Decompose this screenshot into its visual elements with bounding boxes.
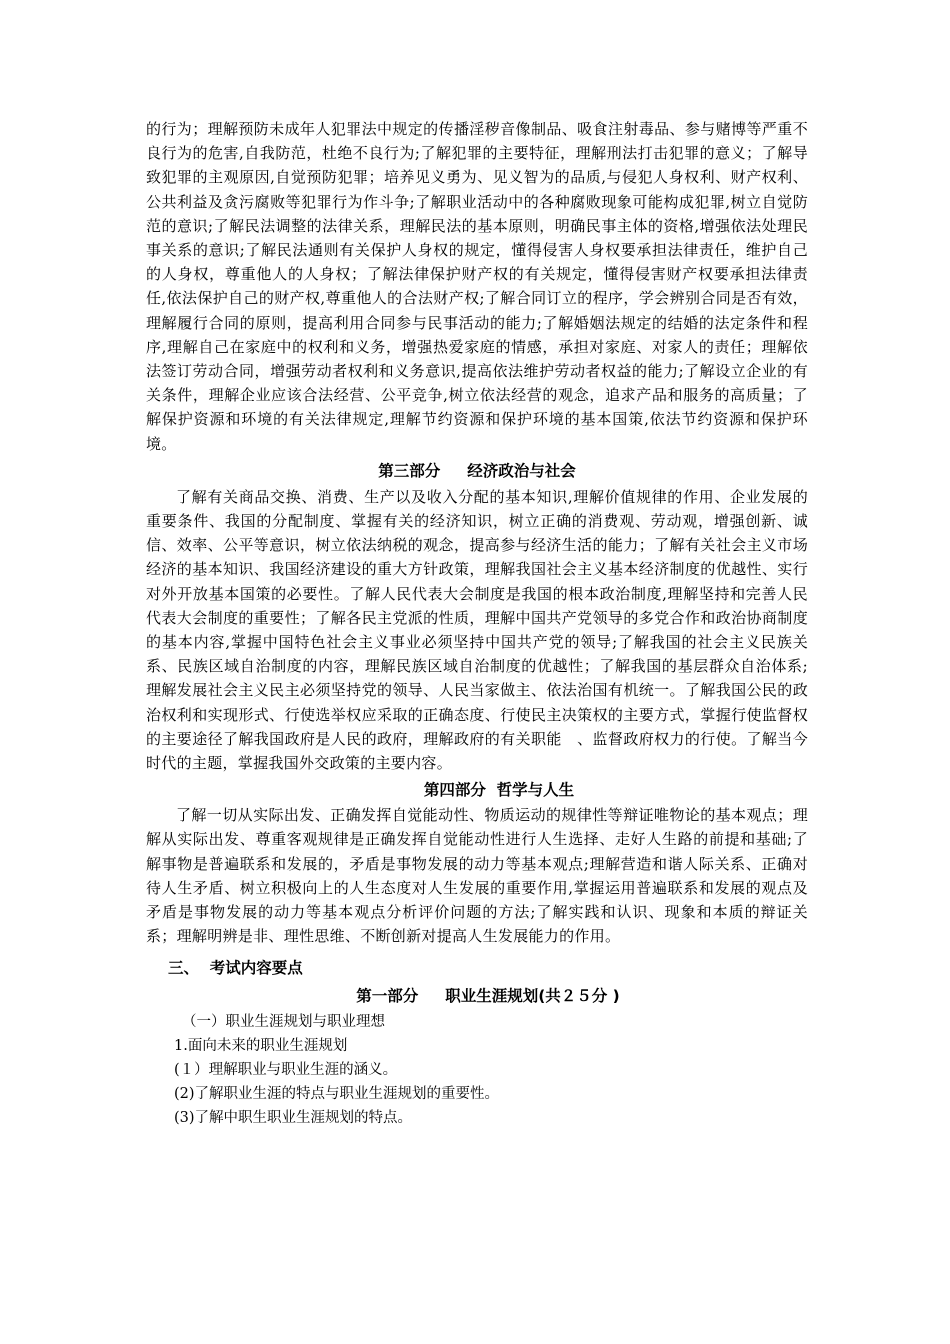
part4-paragraph: 了解一切从实际出发、正确发挥自觉能动性、物质运动的规律性等辩证唯物论的基本观点；理解从实际出发、尊重客观规律是正确发挥自觉能动性进行人生选择、走好人生路的前提和基础;了解事物是普遍联系和发展的，矛盾是事物发展的动力等基本观点;理解营造和谐人际关系、正确对待人生矛盾、树立积极向上的人生态度对人生发展的重要作用,掌握运用普遍联系和发展的观点及矛盾是事物发展的动力等基本观点分析评价问题的方法;了解实践和认识、现象和本质的辩证关系；理解明辨是非、理性思维、不断创新对提高人生发展能力的作用。 xyxy=(146,806,808,946)
part1-point: (2)了解职业生涯的特点与职业生涯规划的重要性。 xyxy=(174,1085,500,1102)
intro-paragraph: 的行为；理解预防未成年人犯罪法中规定的传播淫秽音像制品、吸食注射毒品、参与赌博等严重不良行为的危害,自我防范，杜绝不良行为;了解犯罪的主要特征，理解刑法打击犯罪的意义；了解导致犯罪的主观原因,自觉预防犯罪；培养见义勇为、见义智为的品质,与侵犯人身权利、财产权利、公共利益及贪污腐败等犯罪行为作斗争;了解职业活动中的各种腐败现象可能构成犯罪,树立自觉防范的意识;了解民法调整的法律关系，理解民法的基本原则，明确民事主体的资格,增强依法处理民事关系的意识;了解民法通则有关保护人身权的规定，懂得侵害人身权要承担法律责任，维护自己的人身权，尊重他人的人身权；了解法律保护财产权的有关规定，懂得侵害财产权要承担法律责任,依法保护自己的财产权,尊重他人的合法财产权;了解合同订立的程序，学会辨别合同是否有效，理解履行合同的原则，提高利用合同参与民事活动的能力;了解婚姻法规定的结婚的法定条件和程序,理解自己在家庭中的权利和义务，增强热爱家庭的情感，承担对家庭、对家人的责任；理解依法签订劳动合同，增强劳动者权利和义务意识,提高依法维护劳动者权益的能力;了解设立企业的有关条件，理解企业应该合法经营、公平竞争,树立依法经营的观念，追求产品和服务的高质量；了解保护资源和环境的有关法律规定,理解节约资源和保护环境的基本国策,依法节约资源和保护环境。 xyxy=(146,120,808,453)
part1-item-1: 1.面向未来的职业生涯规划 xyxy=(174,1037,348,1054)
part1-point: (3)了解中职生职业生涯规划的特点。 xyxy=(174,1109,413,1126)
part1-point: (１）理解职业与职业生涯的涵义。 xyxy=(174,1061,398,1078)
part1-sub-heading: （一）职业生涯规划与职业理想 xyxy=(182,1013,385,1030)
part3-heading: 第三部分 经济政治与社会 xyxy=(378,461,576,480)
part3-paragraph: 了解有关商品交换、消费、生产以及收入分配的基本知识,理解价值规律的作用、企业发展的重要条件、我国的分配制度、掌握有关的经济知识，树立正确的消费观、劳动观，增强创新、诚信、效率、公平等意识，树立依法纳税的观念，提高参与经济生活的能力；了解有关社会主义市场经济的基本知识、我国经济建设的重大方针政策，理解我国社会主义基本经济制度的优越性、实行对外开放基本国策的必要性。了解人民代表大会制度是我国的根本政治制度,理解坚持和完善人民代表大会制度的重要性；了解各民主党派的性质，理解中国共产党领导的多党合作和政治协商制度的基本内容,掌握中国特色社会主义事业必须坚持中国共产党的领导;了解我国的社会主义民族关系、民族区域自治制度的内容，理解民族区域自治制度的优越性；了解我国的基层群众自治体系;理解发展社会主义民主必须坚持党的领导、人民当家做主、依法治国有机统一。了解我国公民的政治权利和实现形式、行使选举权应采取的正确态度、行使民主决策权的主要方式，掌握行使监督权的主要途径了解我国政府是人民的政府，理解政府的有关职能 、监督政府权力的行使。了解当今时代的主题，掌握我国外交政策的主要内容。 xyxy=(146,487,808,773)
section3-title: 三、 考试内容要点 xyxy=(168,958,303,977)
part4-heading: 第四部分 哲学与人生 xyxy=(423,781,575,800)
part1-heading: 第一部分 职业生涯规划(共２５分 ) xyxy=(356,986,620,1005)
document-page xyxy=(146,117,808,1130)
